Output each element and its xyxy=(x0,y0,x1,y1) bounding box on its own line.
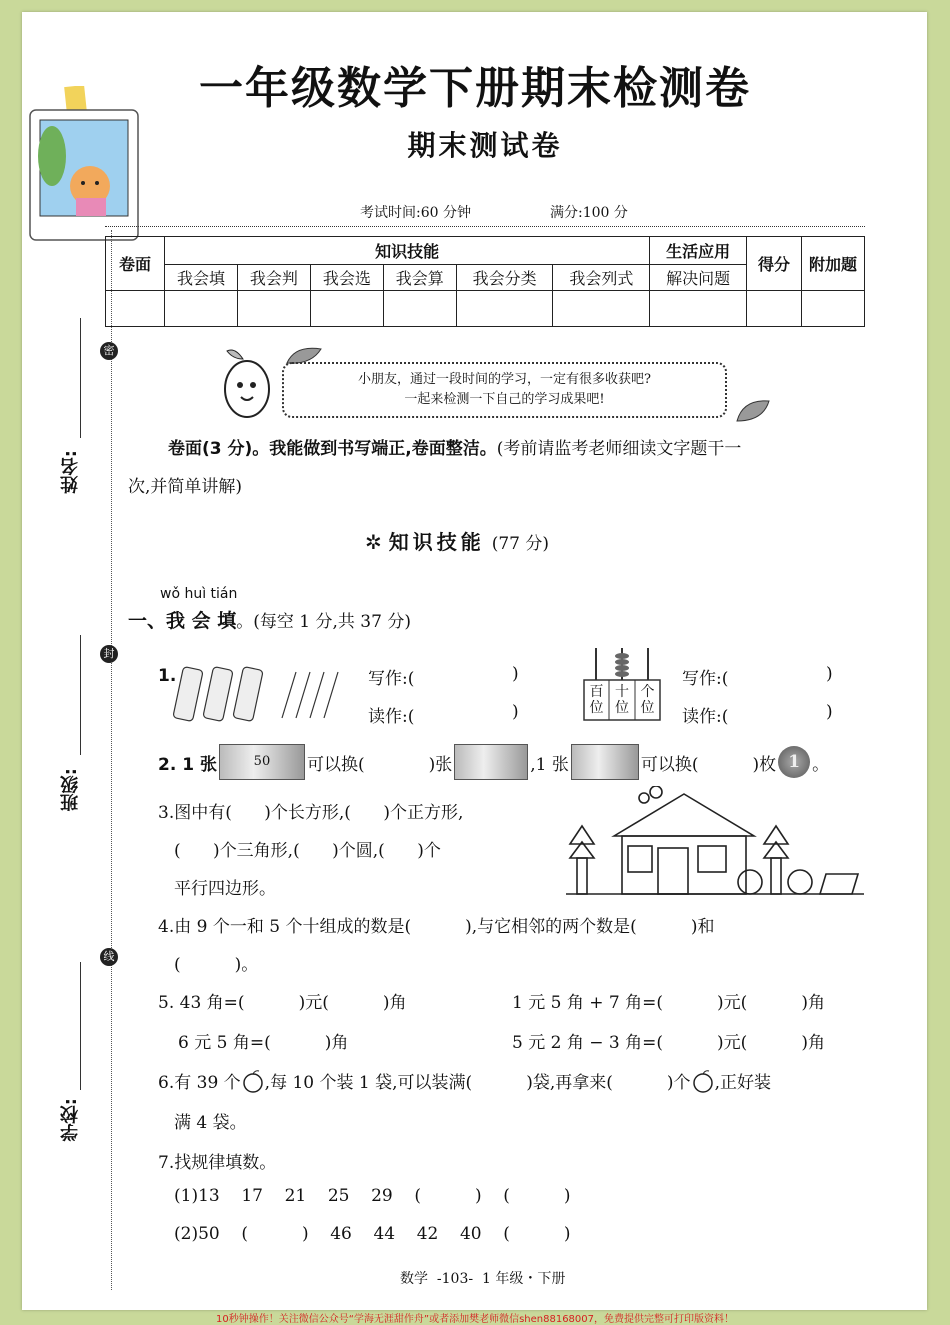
school-label: 学校: xyxy=(60,1098,81,1142)
q6-line1 xyxy=(158,1068,771,1093)
score-cell[interactable] xyxy=(106,291,165,327)
q1-read-close-2: ) xyxy=(826,702,833,722)
q4-line1: 4.由 9 个一和 5 个十组成的数是( ),与它相邻的两个数是( )和 xyxy=(158,917,715,937)
th-juanmian: 卷面 xyxy=(106,237,165,291)
q3-line2: ( )个三角形,( )个圆,( )个 xyxy=(174,841,441,861)
section-heading xyxy=(365,526,549,555)
coin-icon: 1 xyxy=(778,746,810,778)
leaf-icon xyxy=(735,395,771,425)
exam-subtitle: 期末测试卷 xyxy=(407,129,563,162)
juanmian-note xyxy=(168,434,741,459)
page-footer: 数学 -103- 1 年级・下册 xyxy=(400,1271,566,1287)
score-cell[interactable] xyxy=(650,291,747,327)
score-cell[interactable] xyxy=(456,291,553,327)
juanmian-note-bold: 卷面(3 分)。我能做到书写端正,卷面整洁。 xyxy=(168,439,497,459)
encouragement-bubble xyxy=(282,362,727,418)
q5-a: 5. 43 角=( )元( )角 xyxy=(158,993,407,1013)
q2-f: )枚 xyxy=(752,754,777,775)
q5-d: 5 元 2 角 − 3 角=( )元( )角 xyxy=(512,1033,825,1053)
sticks-bundles-illustration xyxy=(172,664,352,724)
binding-line xyxy=(111,230,112,1290)
header-divider xyxy=(105,226,865,227)
q7-title: 7.找规律填数。 xyxy=(158,1153,277,1173)
q2-g: 。 xyxy=(812,754,830,775)
q1-read-label-2: 读作:( xyxy=(682,707,729,727)
q2-c: )张 xyxy=(428,754,453,775)
name-line[interactable] xyxy=(80,318,82,438)
section-title: 知识技能 xyxy=(388,530,485,554)
score-cell[interactable] xyxy=(383,291,456,327)
q1-write-close-2: ) xyxy=(826,664,833,684)
score-cell[interactable] xyxy=(165,291,238,327)
q6-line2: 满 4 袋。 xyxy=(174,1113,247,1133)
score-cell[interactable] xyxy=(553,291,650,327)
exam-page xyxy=(22,12,927,1310)
score-table xyxy=(105,236,865,327)
name-label: 姓名: xyxy=(60,450,81,494)
q2-d: ,1 张 xyxy=(530,754,569,775)
q2-a: 2. 1 张 xyxy=(158,754,217,775)
bill-icon xyxy=(571,744,639,780)
abacus-label-hundreds: 百 位 xyxy=(589,684,604,716)
seal-xian: 线 xyxy=(100,948,118,966)
seal-feng: 封 xyxy=(100,645,118,663)
th-score: 得分 xyxy=(747,237,802,291)
th-knowledge: 知识技能 xyxy=(165,237,650,265)
exam-title: 一年级数学下册期末检测卷 xyxy=(199,63,751,114)
bill-50-icon: 50 xyxy=(219,744,305,780)
bubble-line-2: 一起来检测一下自己的学习成果吧! xyxy=(404,392,605,407)
q1-write-close: ) xyxy=(512,664,519,684)
bill-icon xyxy=(454,744,528,780)
q5-b: 1 元 5 角 + 7 角=( )元( )角 xyxy=(512,993,825,1013)
q6-c: ,正好装 xyxy=(714,1073,771,1093)
q6-b: ,每 10 个装 1 袋,可以装满( )袋,再拿来( )个 xyxy=(264,1073,691,1093)
apple-icon xyxy=(691,1069,715,1093)
th-extra: 附加题 xyxy=(802,237,865,291)
school-line[interactable] xyxy=(80,962,82,1090)
part1-points: 。(每空 1 分,共 37 分) xyxy=(236,612,411,632)
promo-banner: 10秒钟操作！关注微信公众号“学海无涯甜作舟”或者添加樊老师微信shen88168007，免费提供完整可打印版资料！ xyxy=(215,1314,735,1325)
th-sub-judge: 我会判 xyxy=(237,265,310,291)
q1-write-label: 写作:( xyxy=(368,669,415,689)
score-cell[interactable] xyxy=(747,291,802,327)
part1-heading-line xyxy=(128,606,411,633)
th-sub-equation: 我会列式 xyxy=(553,265,650,291)
q1-read-label: 读作:( xyxy=(368,707,415,727)
abacus-label-ones: 个 位 xyxy=(640,684,655,716)
q6-a: 6.有 39 个 xyxy=(158,1073,241,1093)
abacus-labels xyxy=(584,684,660,716)
house-shapes-illustration xyxy=(566,786,866,898)
q7-series-2: (2)50 ( ) 46 44 42 40 ( ) xyxy=(174,1224,571,1244)
th-sub-calc: 我会算 xyxy=(383,265,456,291)
pinyin: wǒ huì tián xyxy=(160,586,238,602)
class-line[interactable] xyxy=(80,635,82,755)
q2-line xyxy=(158,744,829,780)
juanmian-note-rest: (考前请监考老师细读文字题干一 xyxy=(496,439,742,459)
q3-line1: 3.图中有( )个长方形,( )个正方形, xyxy=(158,803,464,823)
q4-line2: ( )。 xyxy=(174,955,259,975)
th-sub-choose: 我会选 xyxy=(310,265,383,291)
q1-read-close: ) xyxy=(512,702,519,722)
class-label: 班级: xyxy=(60,768,81,812)
seal-mi: 密 xyxy=(100,342,118,360)
q2-e: 可以换( xyxy=(640,754,699,775)
q1-write-label-2: 写作:( xyxy=(682,669,729,689)
abacus-label-tens: 十 位 xyxy=(615,684,629,716)
section-score: (77 分) xyxy=(491,534,550,554)
q5-c: 6 元 5 角=( )角 xyxy=(178,1033,349,1053)
flower-icon: ✲ xyxy=(365,530,382,554)
th-sub-fill: 我会填 xyxy=(165,265,238,291)
juanmian-note-line2: 次,并简单讲解) xyxy=(128,477,243,497)
th-sub-solve: 解决问题 xyxy=(650,265,747,291)
q2-b: 可以换( xyxy=(306,754,365,775)
score-cell[interactable] xyxy=(802,291,865,327)
apple-icon xyxy=(241,1069,265,1093)
th-life: 生活应用 xyxy=(650,237,747,265)
score-cell[interactable] xyxy=(237,291,310,327)
bubble-line-1: 小朋友，通过一段时间的学习，一定有很多收获吧? xyxy=(358,372,651,387)
q1-num: 1. xyxy=(158,666,177,686)
score-cell[interactable] xyxy=(310,291,383,327)
mascot-illustration xyxy=(215,345,285,425)
full-score: 满分:100 分 xyxy=(550,205,628,221)
q7-series-1: (1)13 17 21 25 29 ( ) ( ) xyxy=(174,1186,571,1206)
part1-heading: 一、我 会 填 xyxy=(128,610,237,632)
th-sub-classify: 我会分类 xyxy=(456,265,553,291)
exam-time: 考试时间:60 分钟 xyxy=(360,205,471,221)
cat-photo-illustration xyxy=(28,86,143,246)
q3-line3: 平行四边形。 xyxy=(174,879,276,899)
